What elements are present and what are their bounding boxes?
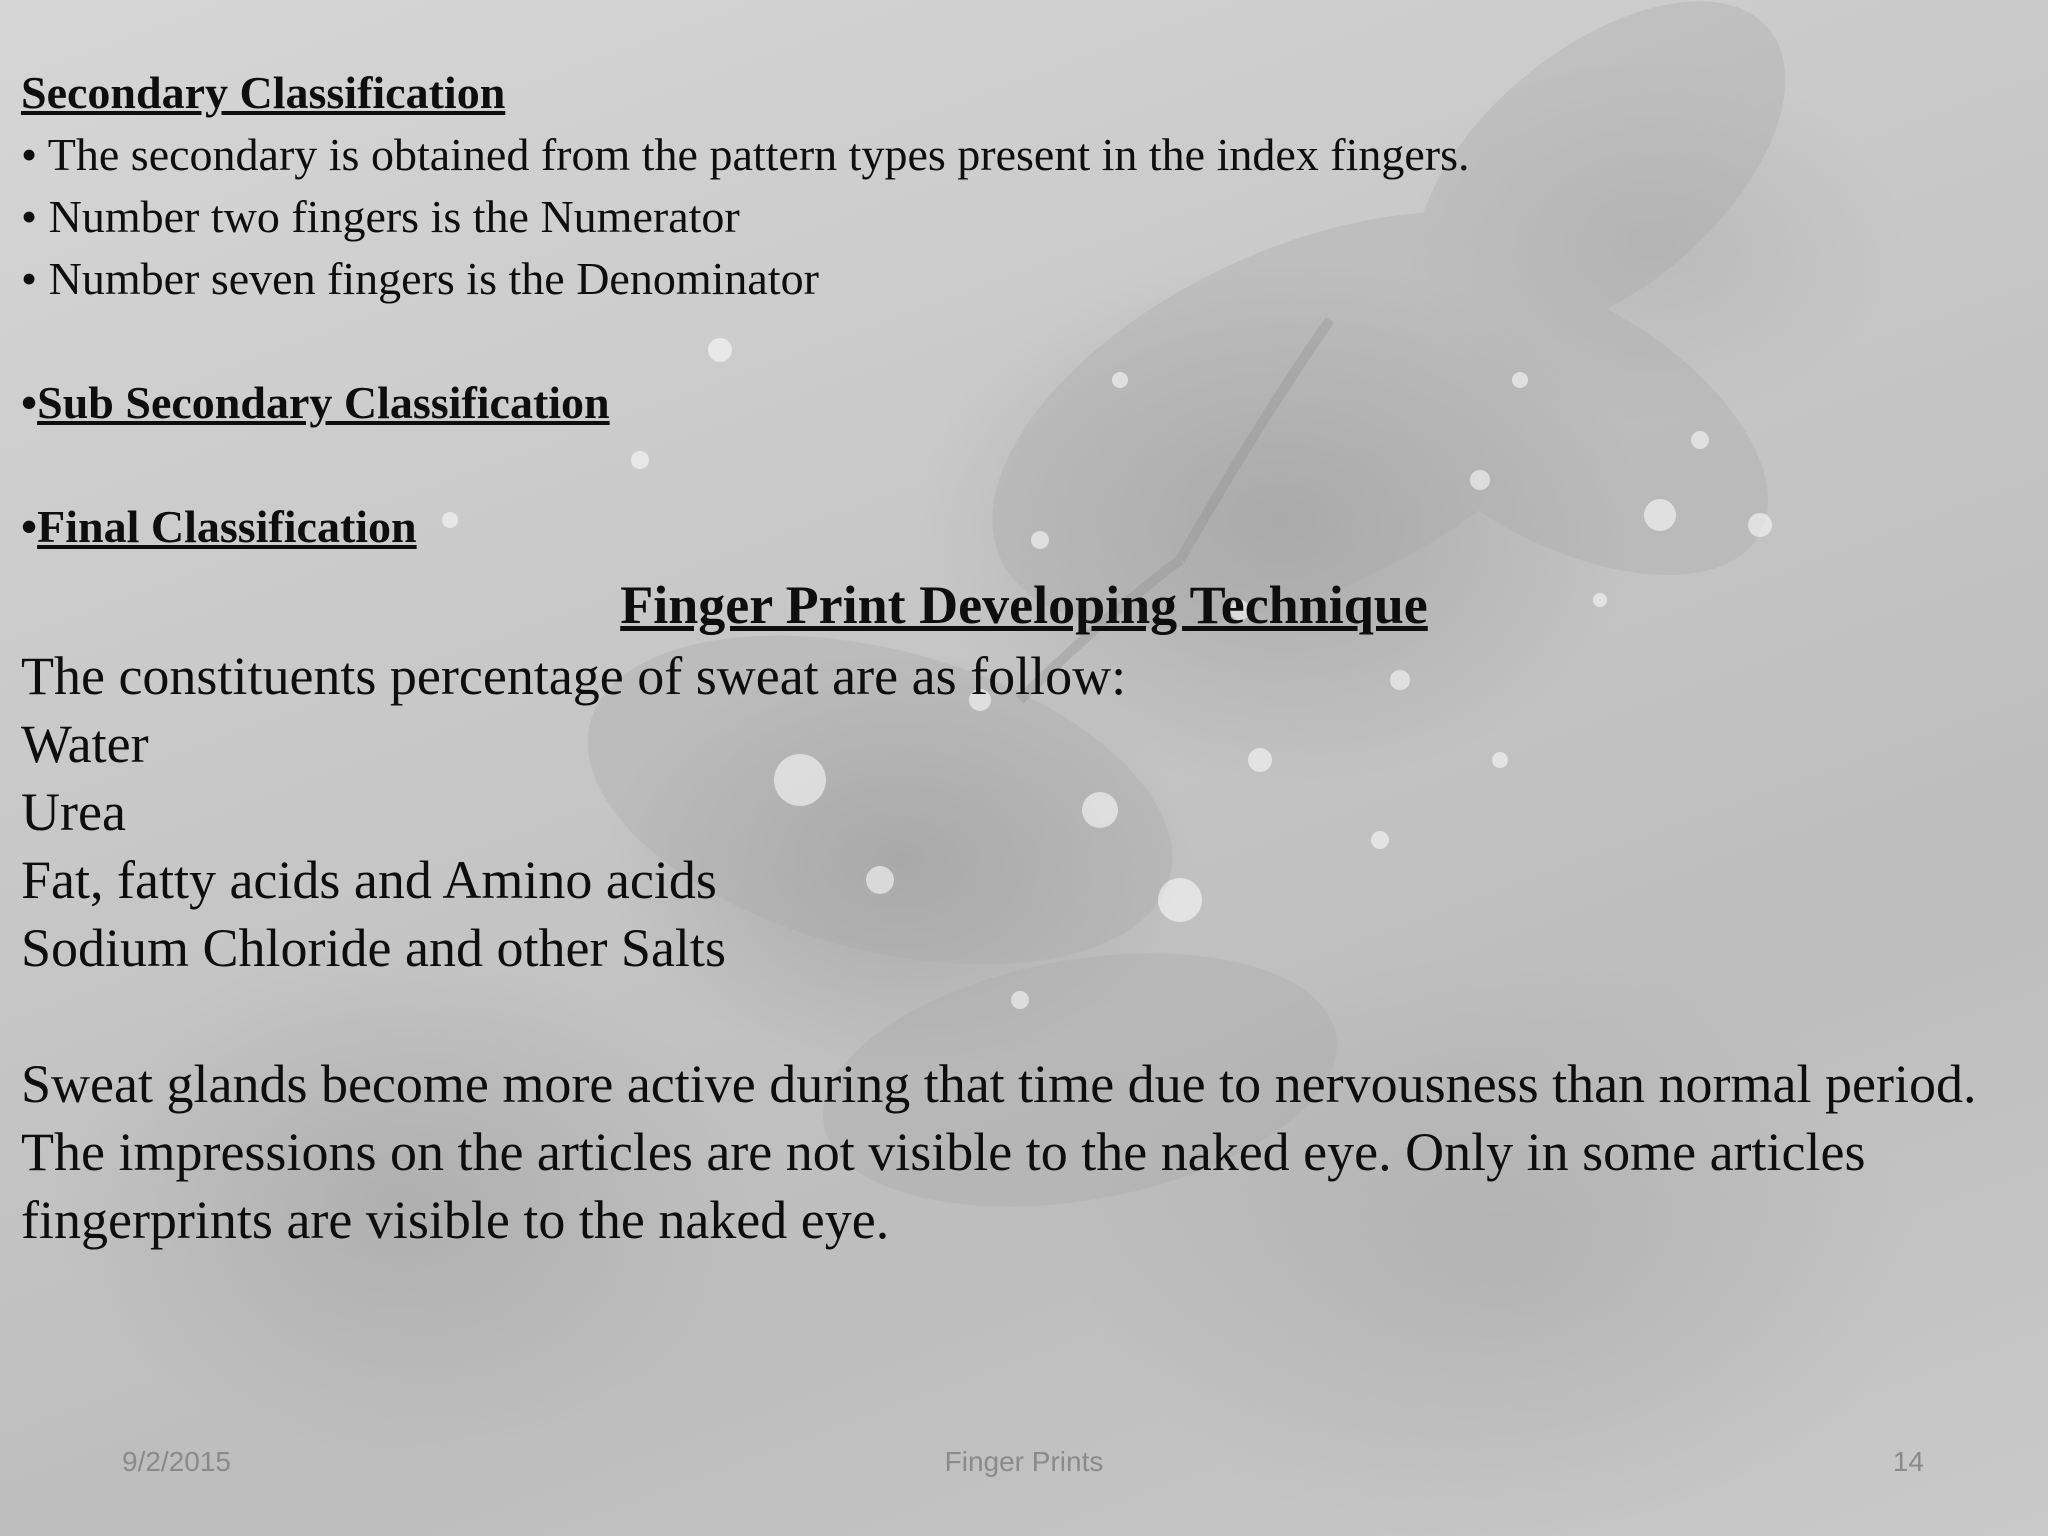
sweat-glands-paragraph: Sweat glands become more active during that time due to nervousness than normal period. The impressions on the articles are not visible to the naked eye. Only in some articles fingerprints are visible to the naked eye. [21, 1054, 1977, 1250]
footer-page-number: 14 [1892, 1446, 1924, 1477]
sweat-constituent: Fat, fatty acids and Amino acids [21, 850, 717, 910]
final-classification [21, 496, 2021, 558]
slide-content [21, 62, 2021, 1254]
technique-title: Finger Print Developing Technique [620, 575, 1428, 635]
sweat-constituent: Sodium Chloride and other Salts [21, 918, 726, 978]
secondary-bullet-3: • Number seven fingers is the Denominator [21, 253, 819, 304]
secondary-bullet-1: • The secondary is obtained from the pattern types present in the index fingers. [21, 129, 1470, 180]
final-classification-label: Final Classification [37, 501, 417, 552]
footer-date: 9/2/2015 [122, 1446, 231, 1477]
bullet-mark: • [21, 501, 38, 552]
secondary-bullet-2: • Number two fingers is the Numerator [21, 191, 740, 242]
sub-secondary-label: Sub Secondary Classification [37, 377, 610, 428]
bullet-mark: • [21, 377, 38, 428]
sweat-constituent: Urea [21, 782, 126, 842]
sub-secondary-classification [21, 372, 2021, 434]
footer-title: Finger Prints [944, 1446, 1104, 1477]
technique-intro: The constituents percentage of sweat are as follow: [21, 646, 1127, 706]
sweat-constituent: Water [21, 714, 149, 774]
secondary-classification-heading: Secondary Classification [21, 67, 506, 118]
